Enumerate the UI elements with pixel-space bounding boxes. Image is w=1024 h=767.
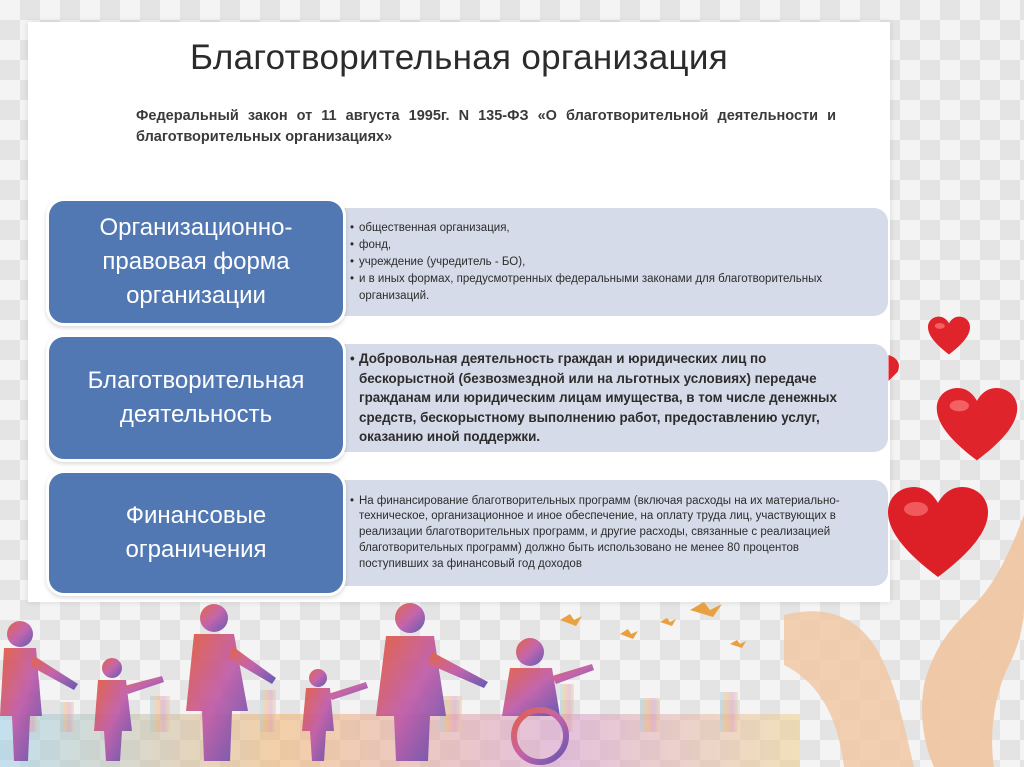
bullet-list <box>350 349 862 447</box>
list-item: • общественная организация, <box>350 220 862 237</box>
heart-icon <box>936 388 1018 462</box>
row-financial-limits <box>46 470 888 596</box>
heart-icon <box>888 355 902 381</box>
slide <box>28 22 890 602</box>
people-silhouettes <box>0 596 800 767</box>
row-label: Организационно-правовая форма организации <box>46 198 346 326</box>
row-description <box>276 208 888 316</box>
list-item: • и в иных формах, предусмотренных федеральными законами для благотворительных организаций. <box>350 271 862 305</box>
bullet-list <box>350 220 862 305</box>
list-item: • учреждение (учредитель - БО), <box>350 254 862 271</box>
row-label: Благотворительная деятельность <box>46 334 346 462</box>
birds-icon <box>560 602 746 648</box>
page-title: Благотворительная организация <box>190 38 728 77</box>
heart-icon <box>928 316 970 356</box>
law-reference: Федеральный закон от 11 августа 1995г. N 135-ФЗ «О благотворительной деятельности и благотворительных организациях» <box>136 108 836 145</box>
list-item: • На финансирование благотворительных программ (включая расходы на их материально-техническое, организационное и иное обеспечение, на оплату труда лиц, участвующих в реализации благотворительных программ, и другие расходы, связанные с реализацией благотворительных программ) должно быть использовано не менее 80 процентов поступивших за финансовый год доходов <box>350 494 862 573</box>
row-description <box>276 344 888 452</box>
row-label: Финансовые ограничения <box>46 470 346 596</box>
list-item: • фонд, <box>350 237 862 254</box>
row-charity-activity <box>46 334 888 462</box>
hands-icon <box>784 495 1024 767</box>
list-item: • Добровольная деятельность граждан и юридических лиц по бескорыстной (безвозмездной или на льготных условиях) передаче гражданам или юридическим лицам имущества, в том числе денежных средств, бескорыстному выполнению работ, предоставлению услуг, оказанию иной поддержки. <box>350 349 862 447</box>
row-legal-form <box>46 198 888 326</box>
